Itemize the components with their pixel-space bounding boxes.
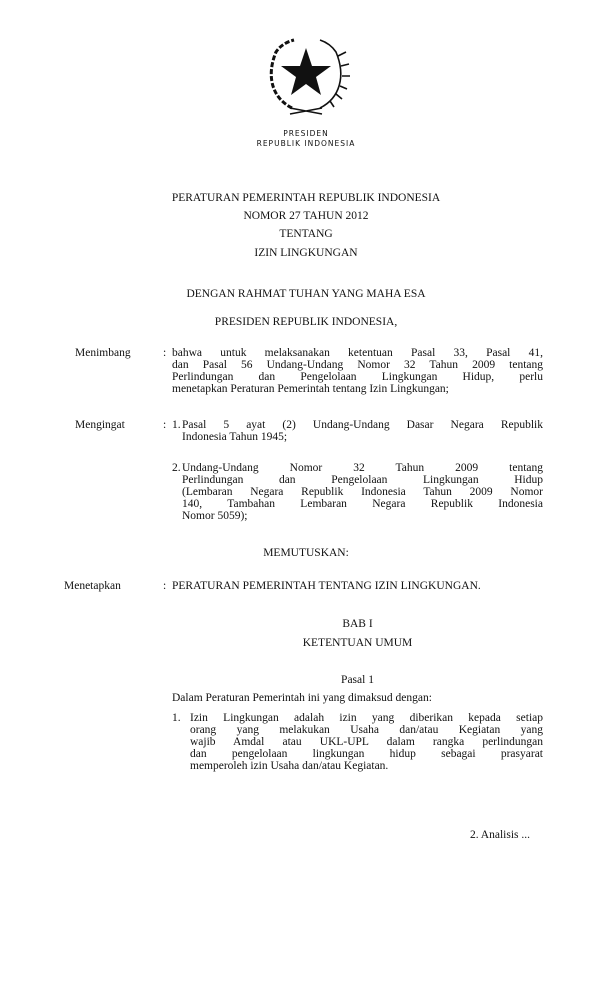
page-continuation: 2. Analisis ... — [469, 829, 530, 841]
text-line: Indonesia Tahun 1945; — [182, 431, 288, 443]
list-number: 1. — [172, 419, 181, 431]
text-line: orang yang melakukan Usaha dan/atau Kegiatan yang — [190, 724, 543, 736]
text-line: dan pengelolaan lingkungan hidup sebagai prasyarat — [190, 748, 543, 760]
text-line: (Lembaran Negara Republik Indonesia Tahun 2009 Nomor — [182, 486, 543, 498]
mengingat-label: Mengingat — [75, 419, 125, 431]
pasal-intro: Dalam Peraturan Pemerintah ini yang dimaksud dengan: — [172, 692, 432, 704]
text-line: Izin Lingkungan adalah izin yang diberikan kepada setiap — [190, 712, 543, 724]
mengingat-item-1 — [182, 419, 543, 443]
text-line: wajib Amdal atau UKL-UPL dalam rangka perlindungan — [190, 736, 543, 748]
preamble-line: PRESIDEN REPUBLIK INDONESIA, — [214, 316, 398, 328]
text-line: Perlindungan dan Pengelolaan Lingkungan Hidup — [182, 474, 543, 486]
text-line: 140, Tambahan Lembaran Negara Republik Indonesia — [182, 498, 543, 510]
mengingat-item-2 — [182, 462, 543, 522]
preamble-line: DENGAN RAHMAT TUHAN YANG MAHA ESA — [186, 288, 426, 300]
title-line: NOMOR 27 TAHUN 2012 — [243, 210, 369, 222]
menimbang-text — [172, 347, 543, 395]
title-line: PERATURAN PEMERINTAH REPUBLIK INDONESIA — [171, 192, 441, 204]
menimbang-colon: : — [163, 347, 167, 359]
menetapkan-text: PERATURAN PEMERINTAH TENTANG IZIN LINGKUNGAN. — [172, 580, 481, 592]
menimbang-label: Menimbang — [75, 347, 131, 359]
list-number: 1. — [172, 712, 181, 724]
menetapkan-colon: : — [163, 580, 167, 592]
text-line: Pasal 5 ayat (2) Undang-Undang Dasar Negara Republik — [182, 419, 543, 431]
memutuskan-heading: MEMUTUSKAN: — [263, 547, 349, 559]
pasal-title: Pasal 1 — [341, 674, 374, 686]
title-line: TENTANG — [279, 228, 333, 240]
text-line: Nomor 5059); — [182, 510, 248, 522]
list-number: 2. — [172, 462, 181, 474]
text-line: Perlindungan dan Pengelolaan Lingkungan Hidup, perlu — [172, 371, 543, 383]
text-line: menetapkan Peraturan Pemerintah tentang Izin Lingkungan; — [172, 383, 449, 395]
text-line: Undang-Undang Nomor 32 Tahun 2009 tentang — [182, 462, 543, 474]
seal-line-1: PRESIDEN — [283, 129, 329, 138]
pasal-item-1 — [190, 712, 543, 772]
menetapkan-label: Menetapkan — [64, 580, 121, 592]
text-line: memperoleh izin Usaha dan/atau Kegiatan. — [190, 760, 389, 772]
garuda-presidential-emblem — [262, 36, 350, 116]
title-line: IZIN LINGKUNGAN — [254, 247, 358, 259]
text-line: dan Pasal 56 Undang-Undang Nomor 32 Tahun 2009 tentang — [172, 359, 543, 371]
seal-line-2: REPUBLIK INDONESIA — [256, 139, 356, 148]
bab-title: KETENTUAN UMUM — [302, 637, 413, 649]
text-line: bahwa untuk melaksanakan ketentuan Pasal 33, Pasal 41, — [172, 347, 543, 359]
mengingat-colon: : — [163, 419, 167, 431]
bab-number: BAB I — [342, 618, 373, 630]
